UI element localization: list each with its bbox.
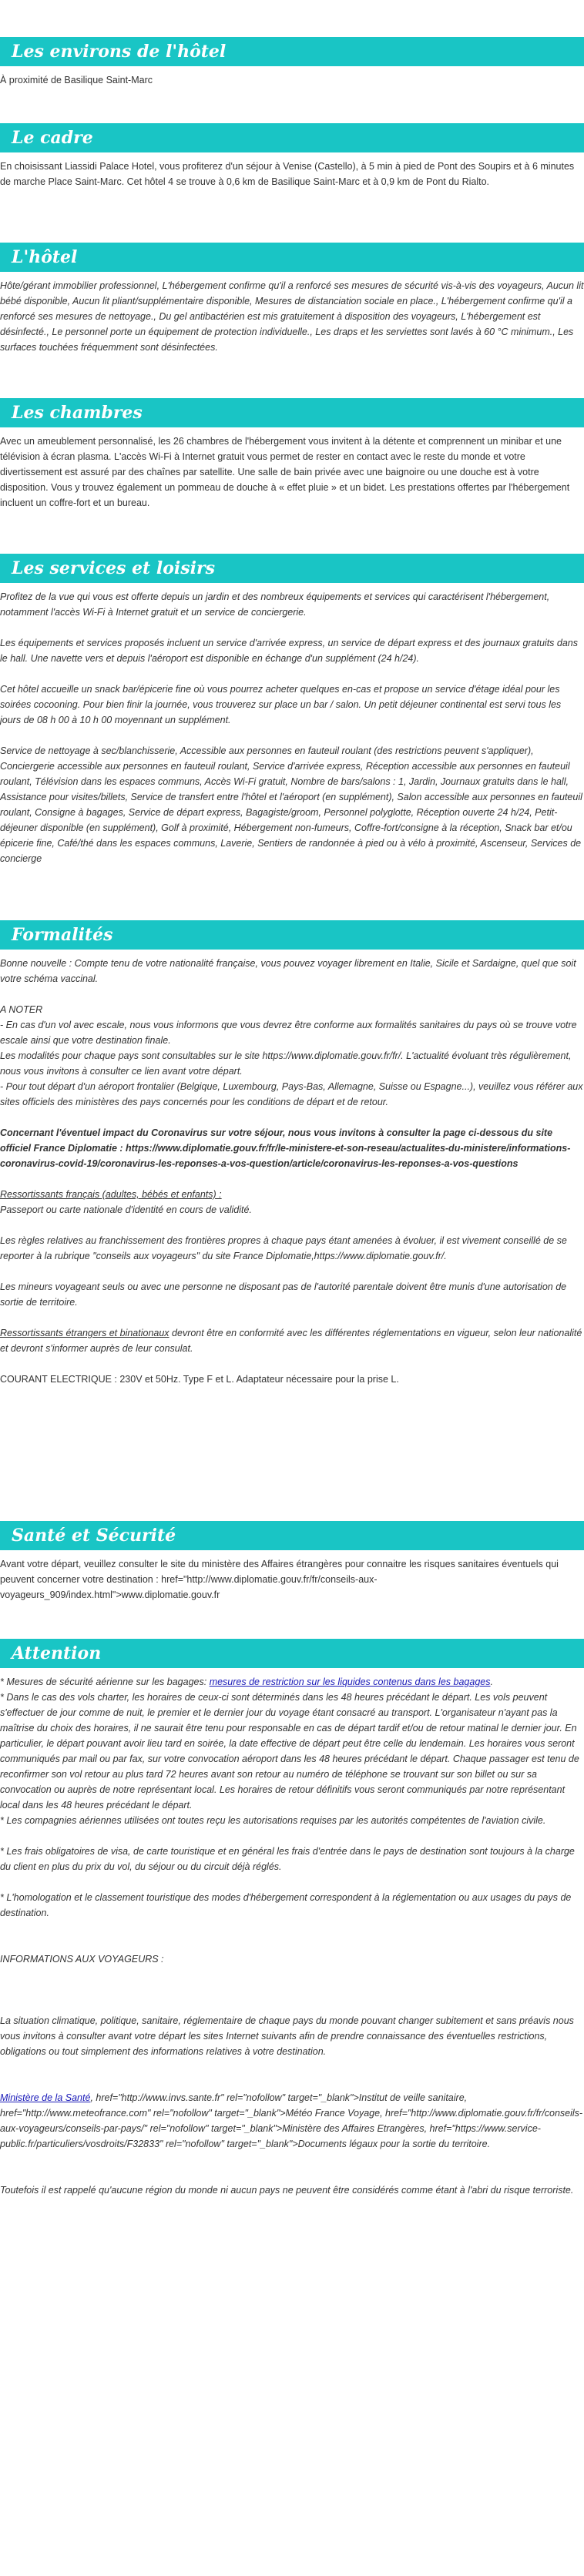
- section-title-chambres: Les chambres: [0, 398, 584, 427]
- hotel-text: Hôte/gérant immobilier professionnel, L'hébergement confirme qu'il a renforcé ses mesures de sécurité vis-à-vis des voyageurs, Aucun lit bébé disponible, Aucun lit pliant/supplémentaire disponible, Mesures de distanciation sociale en place., L'hébergement confirme qu'il a renforcé ses mesures de nettoyage., Du gel antibactérien est mis gratuitement à disposition des voyageurs, L'hébergement est désinfecté., Le personnel porte un équipement de protection individuelle., Les draps et les serviettes sont lavés à 60 °C minimum., Les surfaces touchées fréquemment sont désinfectées.: [0, 280, 584, 353]
- section-title-cadre: Le cadre: [0, 123, 584, 152]
- fr-nationals-title: Ressortissants français (adultes, bébés et enfants) :: [0, 1189, 222, 1200]
- note-line: - En cas d'un vol avec escale, nous vous informons que vous devrez être conforme aux formalités sanitaires du pays où se trouve votre escale ainsi que votre destination finale.: [0, 1020, 577, 1046]
- cadre-text: En choisissant Liassidi Palace Hotel, vous profiterez d'un séjour à Venise (Castello), à 5 min à pied de Pont des Soupirs et à 6 minutes de marche Place Saint-Marc. Cet hôtel 4 se trouve à 0,6 km de Basilique Saint-Marc et à 0,9 km de Pont du Rialto.: [0, 161, 575, 187]
- electric-current-text: COURANT ELECTRIQUE : 230V et 50Hz. Type F et L. Adaptateur nécessaire pour la prise L.: [0, 1374, 399, 1385]
- foreign-nationals-title: Ressortissants étrangers et binationaux: [0, 1328, 169, 1338]
- services-list: Service de nettoyage à sec/blanchisserie, Accessible aux personnes en fauteuil roulant (des restrictions peuvent s'appliquer), Conciergerie accessible aux personnes en fauteuil roulant, Service d'arrivée express, Réception accessible aux personnes en fauteuil roulant, Télévision dans les espaces communs, Accès Wi-Fi gratuit, Nombre de bars/salons : 1, Jardin, Journaux gratuits dans le hall, Assistance pour visites/billets, Service de transfert entre l'hôtel et l'aéroport (en supplément), Salon accessible aux personnes en fauteuil roulant, Consigne à bagages, Service de départ express, Bagagiste/groom, Personnel polyglotte, Réception ouverte 24 h/24, Petit-déjeuner disponible (en supplément), Golf à proximité, Hébergement non-fumeurs, Coffre-fort/consigne à la réception, Snack bar et/ou épicerie fine, Café/thé dans les espaces communs, Laverie, Sentiers de randonnée à pied ou à vélo à proximité, Ascenseur, Services de concierge: [0, 745, 582, 864]
- airlines-text: * Les compagnies aériennes utilisées ont toutes reçu les autorisations requises par les autorités compétentes de l'aviation civile.: [0, 1815, 546, 1826]
- section-cadre: [0, 123, 584, 189]
- section-attention: [0, 1639, 584, 2198]
- section-environs: [0, 37, 584, 88]
- section-title-services: Les services et loisirs: [0, 554, 584, 583]
- travel-info-title: INFORMATIONS AUX VOYAGEURS :: [0, 1954, 164, 1965]
- formalites-bonne-nouvelle: Bonne nouvelle : Compte tenu de votre nationalité française, vous pouvez voyager librement en Italie, Sicile et Sardaigne, quel que soit votre schéma vaccinal.: [0, 958, 576, 984]
- homologation-text: * L'homologation et le classement touristique des modes d'hébergement correspondent à la réglementation ou aux usages du pays de destination.: [0, 1892, 572, 1918]
- note-line: Les modalités pour chaque pays sont consultables sur le site https://www.diplomatie.gouv.fr/fr/. L'actualité évoluant très régulièrement, nous vous invitons à consulter ce lien avant votre départ.: [0, 1050, 572, 1077]
- travel-situation-text: La situation climatique, politique, sanitaire, réglementaire de chaque pays du monde pouvant changer subitement et sans préavis nous vous invitons à consulter avant votre départ les sites Internet suivants afin de prendre connaissance des éventuelles restrictions, obligations ou tout simplement des informations relatives à votre destination.: [0, 2015, 574, 2057]
- baggage-security-suffix: .: [490, 1677, 493, 1687]
- charter-schedules-text: * Dans le cas des vols charter, les horaires de ceux-ci sont déterminés dans les 48 heures précédant le départ. Les vols peuvent s'effectuer de jour comme de nuit, le premier et le dernier jour du voyage étant consacré au transport. L'organisateur n'ayant pas la maîtrise du choix des horaires, il ne saurait être tenu pour responsable en cas de départ tardif et/ou de retour matinal le dernier jour. En particulier, le départ pouvant avoir lieu tard en soirée, la date effective de départ peut être celle du lendemain. Les horaires vous seront communiqués par mail ou par fax, sur votre convocation aéroport dans les 48 heures précédant le départ. Chaque passager est tenu de reconfirmer son vol retour au plus tard 72 heures avant son retour au numéro de téléphone se trouvant sur son billet ou sur sa convocation ou auprès de notre représentant local. Les horaires de retour définitifs vous seront communiqués par notre représentant local dans les 48 heures précédant le départ.: [0, 1692, 579, 1811]
- note-title: A NOTER: [0, 1004, 43, 1015]
- section-chambres: [0, 398, 584, 511]
- section-sante: [0, 1521, 584, 1603]
- section-services: [0, 554, 584, 866]
- baggage-security-prefix: * Mesures de sécurité aérienne sur les bagages:: [0, 1677, 210, 1687]
- foreign-nationals-text: devront être en conformité avec les différentes réglementations en vigueur, selon leur nationalité et devront s'informer auprès de leur consulat.: [0, 1328, 582, 1354]
- visa-fees-text: * Les frais obligatoires de visa, de carte touristique et en général les frais d'entrée dans le pays de destination sont toujours à la charge du client en plus du prix du vol, du séjour ou du circuit déjà réglés.: [0, 1846, 575, 1872]
- liquids-restriction-link[interactable]: mesures de restriction sur les liquides contenus dans les bagages: [209, 1677, 491, 1687]
- section-title-sante: Santé et Sécurité: [0, 1521, 584, 1550]
- official-sites-text: , href="http://www.invs.sante.fr" rel="nofollow" target="_blank">Institut de veille sanitaire, href="http://www.meteofrance.com" rel="nofollow" target="_blank">Météo France Voyage, href="http://www.diplomatie.gouv.fr/fr/conseils-aux-voyageurs/conseils-par-pays/" rel="nofollow" target="_blank">Ministère des Affaires Etrangères, href="https://www.service-public.fr/particuliers/vosdroits/F32833" rel="nofollow" target="_blank">Documents légaux pour la sortie du territoire.: [0, 2092, 583, 2149]
- terrorism-risk-text: Toutefois il est rappelé qu'aucune région du monde ni aucun pays ne peuvent être considérés comme étant à l'abri du risque terroriste.: [0, 2185, 574, 2196]
- minors-text: Les mineurs voyageant seuls ou avec une personne ne disposant pas de l'autorité parentale doivent être munis d'une autorisation de sortie de territoire.: [0, 1281, 567, 1308]
- health-ministry-link[interactable]: Ministère de la Santé: [0, 2092, 91, 2103]
- environs-text: À proximité de Basilique Saint-Marc: [0, 75, 153, 85]
- section-title-attention: Attention: [0, 1639, 584, 1668]
- section-title-environs: Les environs de l'hôtel: [0, 37, 584, 66]
- services-express: Les équipements et services proposés incluent un service d'arrivée express, un service de départ express et des journaux gratuits dans le hall. Une navette vers et depuis l'aéroport est disponible en échange d'un supplément (24 h/24).: [0, 638, 579, 664]
- fr-nationals-text: Passeport ou carte nationale d'identité en cours de validité.: [0, 1204, 252, 1215]
- section-hotel: [0, 243, 584, 355]
- chambres-text: Avec un ameublement personnalisé, les 26 chambres de l'hébergement vous invitent à la détente et comprennent un minibar et une télévision à écran plasma. L'accès Wi-Fi à Internet gratuit vous permet de rester en contact avec le reste du monde et votre divertissement est assuré par des chaînes par satellite. Une salle de bain privée avec une baignoire ou une douche est à votre disposition. Vous y trouvez également un pommeau de douche à « effet pluie » et un bidet. Les prestations offertes par l'hébergement incluent un coffre-fort et un bureau.: [0, 436, 570, 508]
- note-line: - Pour tout départ d'un aéroport frontalier (Belgique, Luxembourg, Pays-Bas, Allemagne, Suisse ou Espagne...), veuillez vous référer aux sites officiels des ministères des pays concernés pour les conditions de départ et de retour.: [0, 1081, 583, 1107]
- covid-notice: Concernant l'éventuel impact du Coronavirus sur votre séjour, nous vous invitons à consulter la page ci-dessous du site officiel France Diplomatie : https://www.diplomatie.gouv.fr/fr/le-ministere-et-son-reseau/actualites-du-ministere/informations-coronavirus-covid-19/coronavirus-les-reponses-a-vos-question/article/coronavirus-les-reponses-a-vos-questions: [0, 1127, 571, 1169]
- services-snackbar: Cet hôtel accueille un snack bar/épicerie fine où vous pourrez acheter quelques en-cas et propose un service d'étage idéal pour les soirées cocooning. Pour bien finir la journée, vous trouverez sur place un bar / salon. Un petit déjeuner continental est servi tous les jours de 08 h 00 à 10 h 00 moyennant un supplément.: [0, 684, 562, 725]
- border-rules-text: Les règles relatives au franchissement des frontières propres à chaque pays étant amenées à évoluer, il est vivement conseillé de se reporter à la rubrique "conseils aux voyageurs" du site France Diplomatie,https://www.diplomatie.gouv.fr/.: [0, 1235, 567, 1261]
- section-title-hotel: L'hôtel: [0, 243, 584, 272]
- section-formalites: [0, 920, 584, 1387]
- services-intro: Profitez de la vue qui vous est offerte depuis un jardin et des nombreux équipements et services qui caractérisent l'hébergement, notamment l'accès Wi-Fi à Internet gratuit et un service de conciergerie.: [0, 591, 550, 618]
- section-title-formalites: Formalités: [0, 920, 584, 950]
- sante-text: Avant votre départ, veuillez consulter le site du ministère des Affaires étrangères pour connaitre les risques sanitaires éventuels qui peuvent concerner votre destination : href="http://www.diplomatie.gouv.fr/fr/conseils-aux-voyageurs_909/index.html">www.diplomatie.gouv.fr: [0, 1559, 559, 1600]
